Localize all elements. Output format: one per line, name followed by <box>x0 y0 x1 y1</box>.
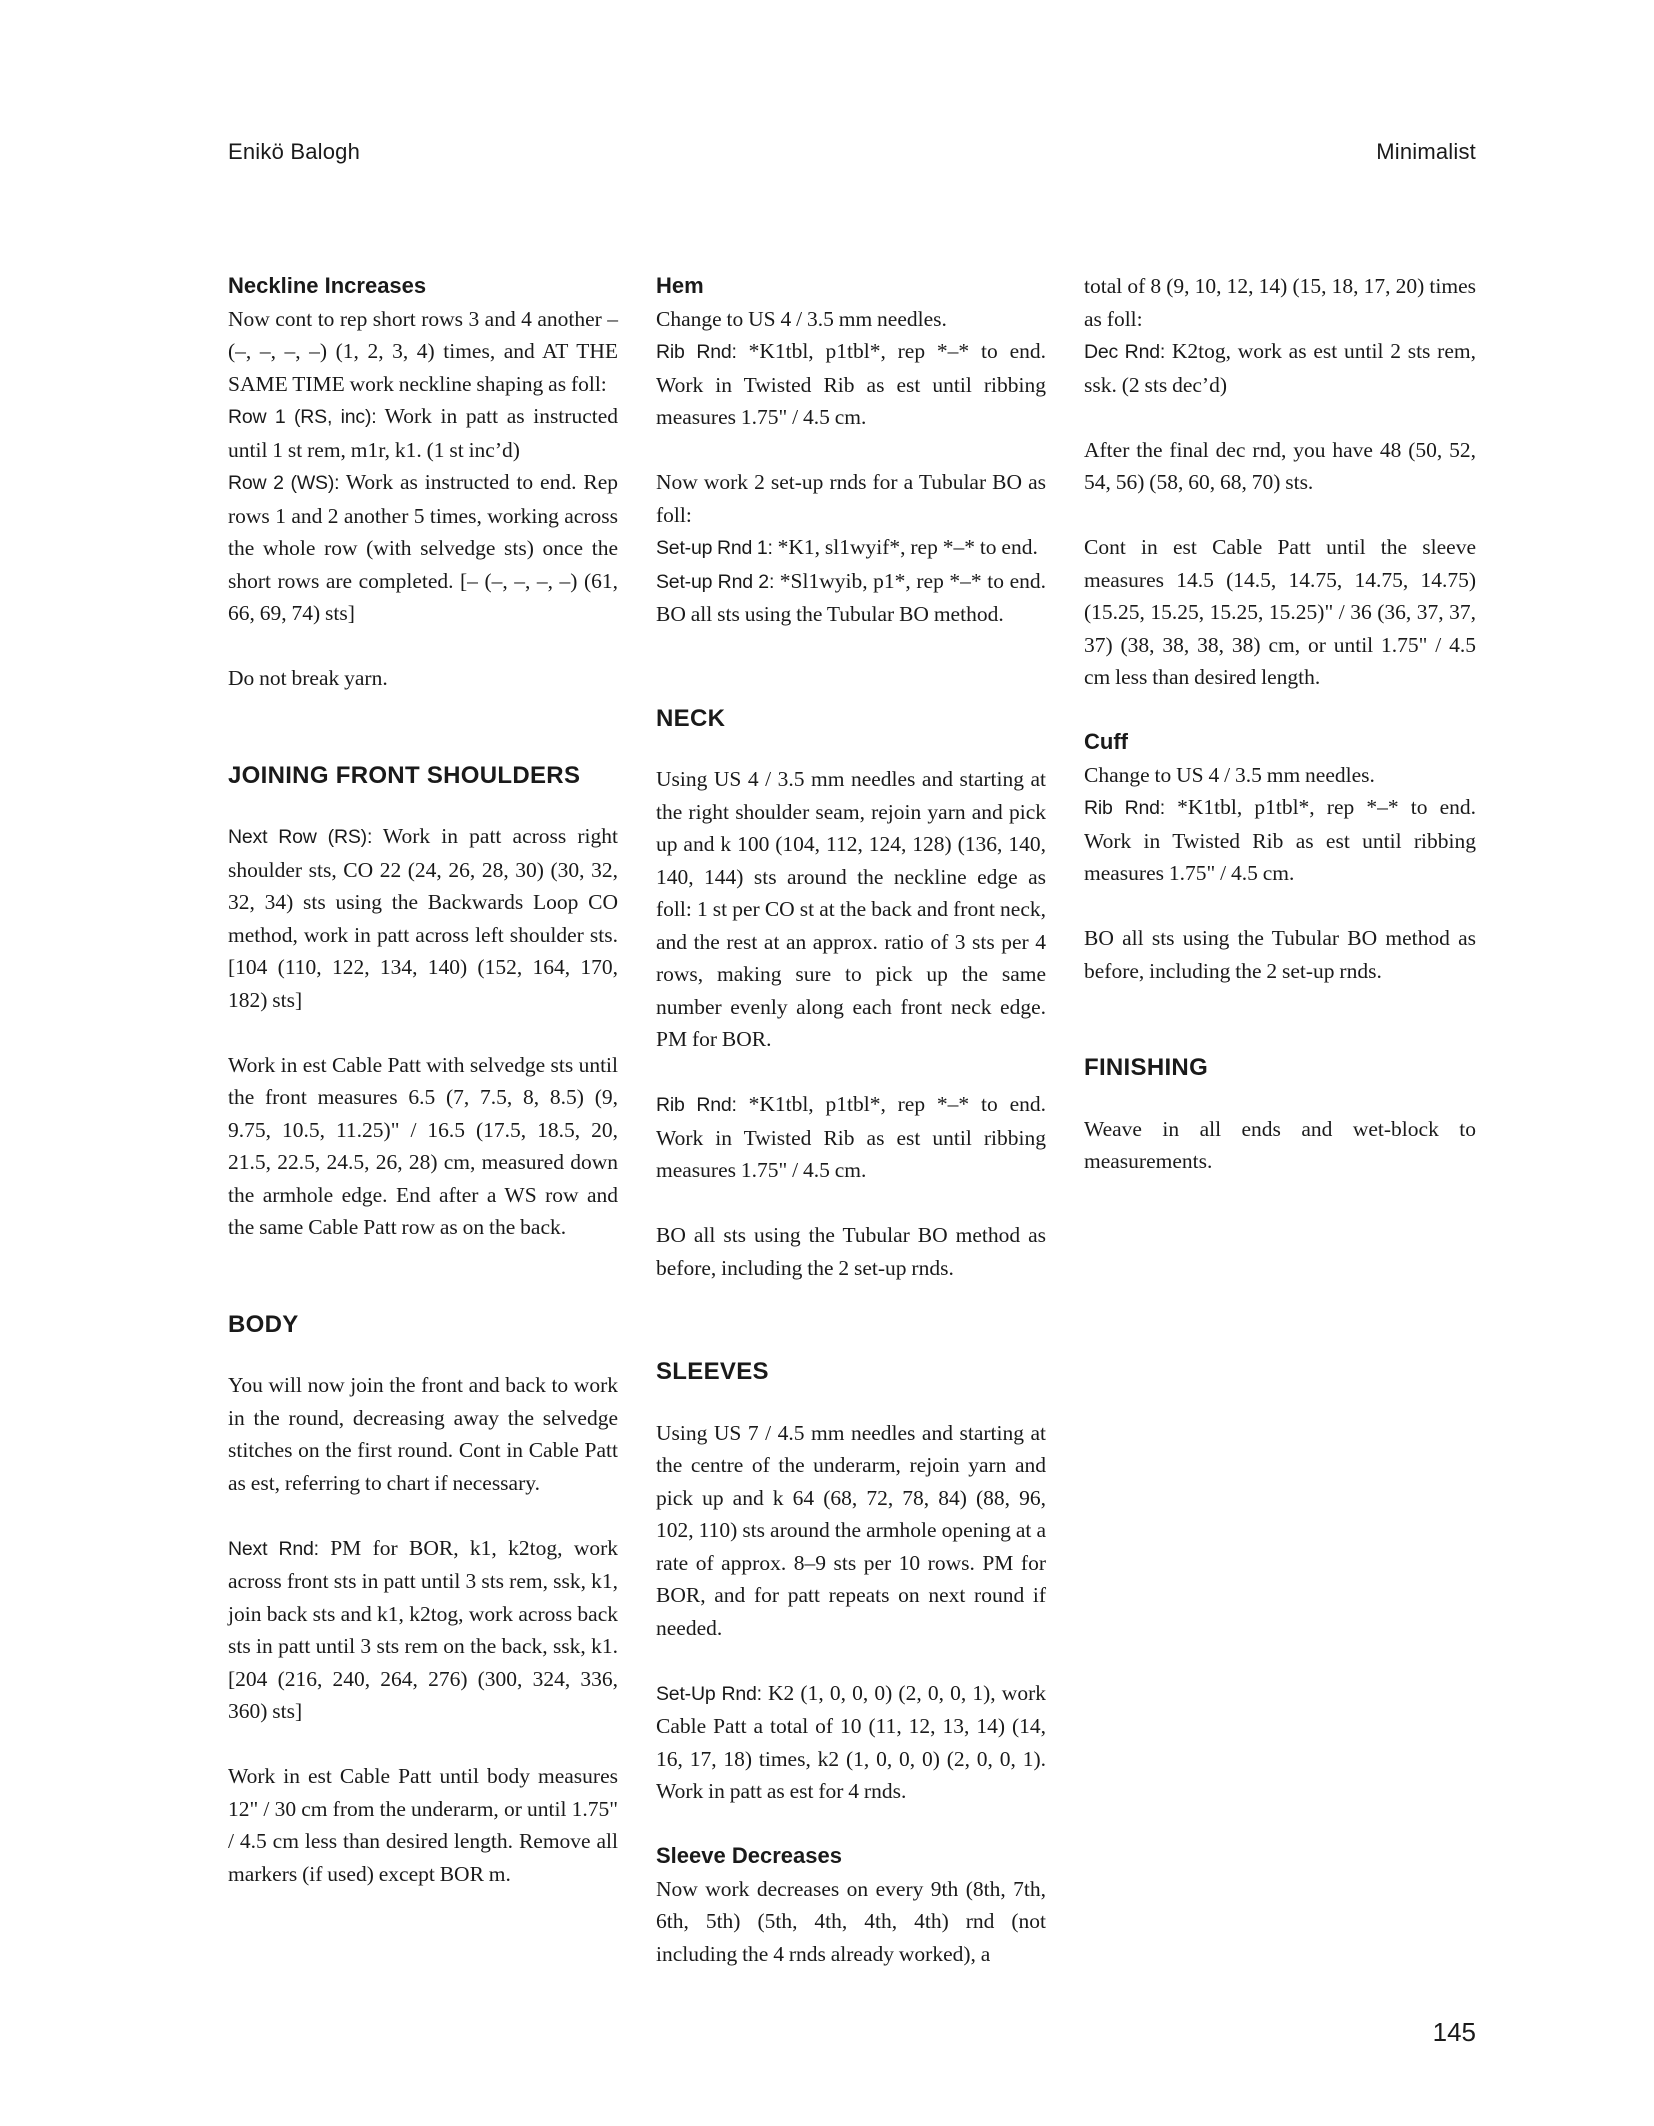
heading-sleeves: SLEEVES <box>656 1358 769 1385</box>
body-join-text: You will now join the front and back to work in the round, decreasing away the selvedge stitches on the first round. Cont in Cable Patt as est, referring to chart if necessary. <box>228 1373 618 1495</box>
hem-setup <box>656 466 1046 631</box>
heading-neck: NECK <box>656 704 726 732</box>
cuff-change-needles: Change to US 4 / 3.5 mm needles. <box>1084 762 1375 787</box>
row2-label: Row 2 (WS): <box>228 472 340 494</box>
row1-label: Row 1 (RS, inc): <box>228 406 377 428</box>
finishing-text: Weave in all ends and wet-block to measurements. <box>1084 1116 1476 1173</box>
after-final-dec: After the final dec rnd, you have 48 (50, 52, 54, 56) (58, 60, 68, 70) sts. <box>1084 437 1476 494</box>
sleeves-setup <box>656 1677 1046 1808</box>
neck-pickup-text: Using US 4 / 3.5 mm needles and starting at the right shoulder seam, rejoin yarn and pick up and k 100 (104, 112, 124, 128) (136, 140, 140, 144) sts around the neckline edge as foll: 1 st per CO st at the back and front neck, and the rest at an approx. ratio of 3 sts per 4 rows, making sure to pick up the same number evenly along each front neck edge. PM for BOR. <box>656 767 1046 1051</box>
heading-hem: Hem <box>656 273 704 298</box>
running-head-author: Enikö Balogh <box>228 139 361 164</box>
dec-rnd-label: Dec Rnd: <box>1084 341 1166 363</box>
column-left <box>228 270 618 1890</box>
heading-neckline-increases: Neckline Increases <box>228 273 427 298</box>
joining-cable-patt: Work in est Cable Patt with selvedge sts until the front measures 6.5 (7, 7.5, 8, 8.5) (9, 9.75, 10.5, 11.25)" / 16.5 (17.5, 18.5, 20, 21.5, 22.5, 24.5, 26, 28) cm, measured down the armhole edge. End after a WS row and the same Cable Patt row as on the back. <box>228 1052 618 1239</box>
heading-cuff: Cuff <box>1084 729 1128 754</box>
heading-joining-front-shoulders: JOINING FRONT SHOULDERS <box>228 761 581 789</box>
decrease-continuation <box>1084 270 1476 401</box>
body-measure-text: Work in est Cable Patt until body measures 12" / 30 cm from the underarm, or until 1.75" / 4.5 cm less than desired length. Remove all markers (if used) except BOR m. <box>228 1764 618 1886</box>
page-number: 145 <box>1432 2017 1476 2047</box>
neckline-intro <box>228 303 618 630</box>
setup2-text: *Sl1wyib, p1*, rep *–* to end. BO all sts using the Tubular BO method. <box>656 568 1046 626</box>
neckline-intro-text: Now cont to rep short rows 3 and 4 another – (–, –, –, –) (1, 2, 3, 4) times, and AT THE SAME TIME work neckline shaping as foll: <box>228 306 618 396</box>
hem-rib-text: *K1tbl, p1tbl*, rep *–* to end. Work in Twisted Rib as est until ribbing measures 1.75" / 4.5 cm. <box>656 339 1046 429</box>
next-rnd-label: Next Rnd: <box>228 1537 319 1560</box>
cuff-text <box>1084 759 1476 890</box>
heading-body: BODY <box>228 1310 299 1338</box>
setup1-text: *K1, sl1wyif*, rep *–* to end. <box>772 535 1038 559</box>
cuff-rib-label: Rib Rnd: <box>1084 797 1166 819</box>
heading-sleeve-decreases: Sleeve Decreases <box>656 1843 842 1868</box>
row2-text: Work as instructed to end. Rep rows 1 and 2 another 5 times, working across the whole row (with selvedge sts) once the short rows are completed. [– (–, –, –, –) (61, 66, 69, 74) sts] <box>228 470 618 625</box>
setup1-label: Set-up Rnd 1: <box>656 537 773 559</box>
next-row-text: Work in patt across right shoulder sts, CO 22 (24, 26, 28, 30) (30, 32, 32, 34) sts using the Backwards Loop CO method, work in patt across left shoulder sts. [104 (110, 122, 134, 140) (152, 164, 170, 182) sts] <box>228 824 619 1012</box>
sleeves-setup-text: K2 (1, 0, 0, 0) (2, 0, 0, 1), work Cable Patt a total of 10 (11, 12, 13, 14) (14, 16, 17, 18) times, k2 (1, 0, 0, 0) (2, 0, 0, 1). Work in patt as est for 4 rnds. <box>656 1680 1046 1803</box>
running-head-title: Minimalist <box>1376 139 1476 164</box>
sleeves-setup-label: Set-Up Rnd: <box>656 1682 762 1705</box>
next-row-label: Next Row (RS): <box>228 826 373 848</box>
heading-finishing: FINISHING <box>1084 1054 1209 1081</box>
cuff-bo-text: BO all sts using the Tubular BO method as before, including the 2 set-up rnds. <box>1084 926 1476 983</box>
do-not-break-yarn: Do not break yarn. <box>228 666 388 690</box>
neck-bo-text: BO all sts using the Tubular BO method as before, including the 2 set-up rnds. <box>656 1223 1046 1280</box>
setup2-label: Set-up Rnd 2: <box>656 570 775 593</box>
dec-cont-text: total of 8 (9, 10, 12, 14) (15, 18, 17, 20) times as foll: <box>1084 274 1476 331</box>
row1-text: Work in patt as instructed until 1 st rem, m1r, k1. (1 st inc’d) <box>228 404 618 462</box>
neck-rib-text: *K1tbl, p1tbl*, rep *–* to end. Work in Twisted Rib as est until ribbing measures 1.75" / 4.5 cm. <box>656 1092 1046 1182</box>
hem-setup-intro: Now work 2 set-up rnds for a Tubular BO as foll: <box>656 470 1046 527</box>
body-next-rnd <box>228 1532 618 1728</box>
dec-rnd-text: K2tog, work as est until 2 sts rem, ssk. (2 sts dec’d) <box>1084 339 1476 397</box>
cuff-rib-text: *K1tbl, p1tbl*, rep *–* to end. Work in Twisted Rib as est until ribbing measures 1.75" / 4.5 cm. <box>1084 795 1476 885</box>
neck-rib-label: Rib Rnd: <box>656 1094 737 1116</box>
column-middle <box>656 270 1046 1970</box>
next-rnd-text: PM for BOR, k1, k2tog, work across front sts in patt until 3 sts rem, ssk, k1, join back sts and k1, k2tog, work across back sts in patt until 3 sts rem on the back, ssk, k1. [204 (216, 240, 264, 276) (300, 324, 336, 360) sts] <box>228 1535 619 1723</box>
hem-text <box>656 303 1046 434</box>
sleeve-decreases-text: Now work decreases on every 9th (8th, 7th, 6th, 5th) (5th, 4th, 4th, 4th) rnd (not including the 4 rnds already worked), a <box>656 1876 1046 1966</box>
hem-change-needles: Change to US 4 / 3.5 mm needles. <box>656 306 947 331</box>
hem-rib-label: Rib Rnd: <box>656 341 737 363</box>
column-right <box>1084 270 1476 1178</box>
sleeves-pickup-text: Using US 7 / 4.5 mm needles and starting at the centre of the underarm, rejoin yarn and pick up and k 64 (68, 72, 78, 84) (88, 96, 102, 110) sts around the armhole opening at a rate of approx. 8–9 sts per 10 rows. PM for BOR, and for patt repeats on next round if needed. <box>656 1420 1046 1640</box>
cont-cable-patt: Cont in est Cable Patt until the sleeve measures 14.5 (14.5, 14.75, 14.75, 14.75) (15.25, 15.25, 15.25, 15.25)" / 36 (36, 37, 37, 37) (38, 38, 38, 38) cm, or until 1.75" / 4.5 cm less than desired length. <box>1084 535 1476 689</box>
neck-rib <box>656 1088 1046 1187</box>
joining-next-row <box>228 820 618 1016</box>
